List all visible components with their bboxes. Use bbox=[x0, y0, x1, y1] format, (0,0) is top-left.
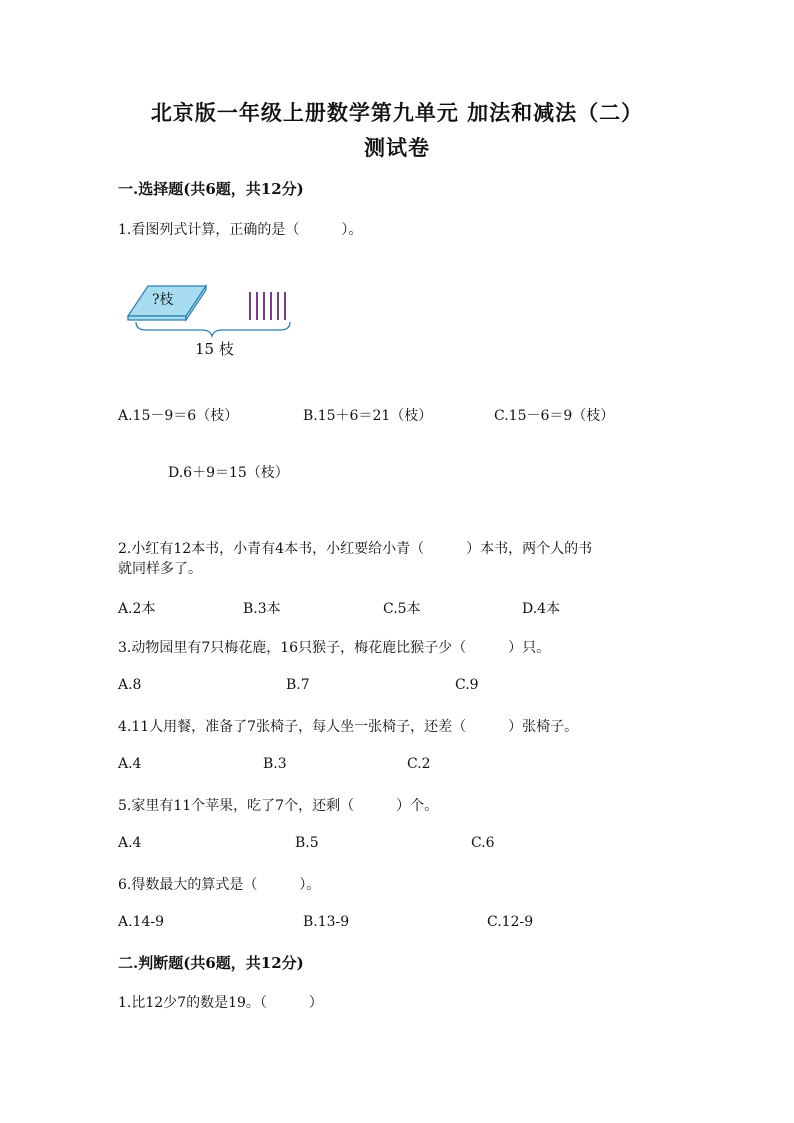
question-6-option-c[interactable]: C.12-9 bbox=[487, 914, 534, 930]
section-heading-judgment: 二.判断题(共6题，共12分) bbox=[118, 954, 304, 972]
total-brace bbox=[136, 322, 290, 336]
question-1-option-b[interactable]: B.15＋6＝21（枝） bbox=[303, 408, 433, 424]
question-4-text: 4.11人用餐，准备了7张椅子，每人坐一张椅子，还差（ ）张椅子。 bbox=[118, 719, 579, 735]
question-1-option-a[interactable]: A.15－9＝6（枝） bbox=[118, 408, 239, 424]
question-4-option-c[interactable]: C.2 bbox=[407, 756, 431, 772]
question-1-option-d[interactable]: D.6＋9＝15（枝） bbox=[168, 465, 289, 481]
book-spine bbox=[128, 316, 186, 320]
book-label: ?枝 bbox=[152, 292, 174, 308]
question-2-option-d[interactable]: D.4本 bbox=[522, 601, 561, 617]
total-label: 15 枝 bbox=[195, 340, 234, 358]
question-3-text: 3.动物园里有7只梅花鹿，16只猴子，梅花鹿比猴子少（ ）只。 bbox=[118, 640, 551, 656]
question-5-option-a[interactable]: A.4 bbox=[118, 835, 142, 851]
question-1-option-c[interactable]: C.15－6＝9（枝） bbox=[494, 408, 615, 424]
question-1-text: 1.看图列式计算，正确的是（ ）。 bbox=[118, 222, 363, 238]
question-2-option-a[interactable]: A.2本 bbox=[118, 601, 156, 617]
question-2-text-line1: 2.小红有12本书，小青有4本书，小红要给小青（ ）本书，两个人的书 bbox=[118, 541, 593, 557]
question-5-option-b[interactable]: B.5 bbox=[295, 835, 319, 851]
question-5-text: 5.家里有11个苹果，吃了7个，还剩（ ）个。 bbox=[118, 798, 439, 814]
judgment-1-text: 1.比12少7的数是19。（ ） bbox=[118, 995, 323, 1011]
question-4-option-b[interactable]: B.3 bbox=[263, 756, 287, 772]
question-3-option-b[interactable]: B.7 bbox=[286, 677, 310, 693]
question-4-option-a[interactable]: A.4 bbox=[118, 756, 142, 772]
question-3-option-a[interactable]: A.8 bbox=[118, 677, 142, 693]
question-6-option-a[interactable]: A.14-9 bbox=[118, 914, 165, 930]
question-6-option-b[interactable]: B.13-9 bbox=[303, 914, 350, 930]
question-6-text: 6.得数最大的算式是（ ）。 bbox=[118, 877, 321, 893]
question-3-option-c[interactable]: C.9 bbox=[455, 677, 479, 693]
question-2-option-c[interactable]: C.5本 bbox=[383, 601, 421, 617]
question-2-option-b[interactable]: B.3本 bbox=[243, 601, 281, 617]
page-subtitle: 测试卷 bbox=[364, 135, 430, 160]
page-title: 北京版一年级上册数学第九单元 加法和减法（二） bbox=[150, 100, 644, 125]
question-1-figure bbox=[118, 280, 318, 362]
pencil-sticks bbox=[250, 292, 285, 320]
question-5-option-c[interactable]: C.6 bbox=[471, 835, 495, 851]
section-heading-choice: 一.选择题(共6题，共12分) bbox=[118, 180, 304, 198]
question-2-text-line2: 就同样多了。 bbox=[118, 561, 202, 577]
